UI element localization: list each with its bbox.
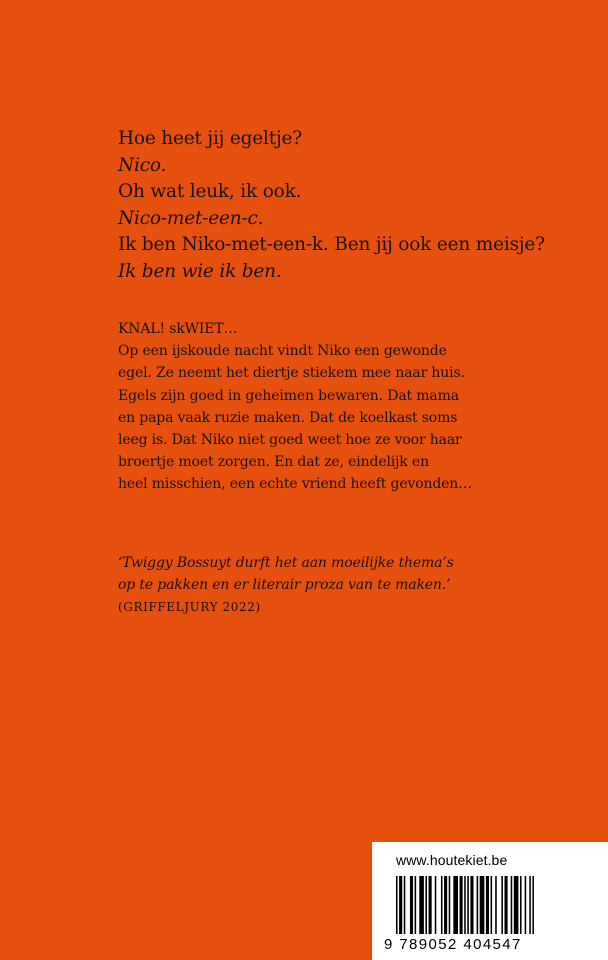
barcode-bar [410,876,413,934]
dialogue-line: Ik ben wie ik ben. [118,260,282,282]
barcode-bar [467,876,469,934]
barcode-bar [453,876,458,934]
barcode-bar [470,876,473,934]
barcode-bar [514,876,519,934]
barcode-panel [372,842,608,960]
barcode-bar [511,876,513,934]
barcode-bar [486,876,489,934]
barcode-bar [495,876,497,934]
quote-attribution: (GRIFFELJURY 2022) [118,600,261,615]
barcode-bar [404,876,406,934]
dialogue-excerpt [118,126,588,285]
blurb-line: Op een ijskoude nacht vindt Niko een gewonde [118,343,447,360]
blurb-line: egel. Ze neemt het diertje stiekem mee naar huis. [118,365,465,382]
barcode-bar [419,876,424,934]
dialogue-line: Nico. [118,154,167,176]
barcode-bar [399,876,402,934]
barcode-bar [491,876,493,934]
quote-line: ‘Twiggy Bossuyt durft het aan moeilijke thema’s [118,555,454,571]
barcode-bar [429,876,432,934]
barcode-bar [505,876,508,934]
barcode-bar [464,876,466,934]
barcode-bar [435,876,437,934]
blurb-line: Egels zijn goed in geheimen bewaren. Dat mama [118,387,459,404]
blurb-line: heel misschien, een echte vriend heeft gevonden… [118,476,473,493]
dialogue-line: Oh wat leuk, ik ook. [118,181,302,202]
dialogue-line: Ik ben Niko-met-een-k. Ben jij ook een meisje? [118,234,545,255]
barcode-bar [425,876,427,934]
barcode-icon [396,876,592,934]
blurb-line: KNAL! skWIET… [118,321,238,337]
barcode-bar [529,876,531,934]
barcode-bar [520,876,522,934]
barcode-bar [532,876,534,934]
blurb-line: en papa vaak ruzie maken. Dat de koelkast soms [118,409,458,426]
barcode-bar [501,876,503,934]
dialogue-line: Nico-met-een-c. [118,207,264,229]
barcode-bar [444,876,447,934]
isbn-number: 9 789052 404547 [384,936,522,953]
quote-line: op te pakken en er literair proza van te maken.’ [118,577,451,594]
dialogue-line: Hoe heet jij egeltje? [118,128,302,149]
publisher-url: www.houtekiet.be [396,852,508,868]
barcode-bar [480,876,485,934]
barcode-bar [415,876,417,934]
blurb-line: leeg is. Dat Niko niet goed weet hoe ze voor haar [118,432,462,449]
barcode-bar [441,876,443,934]
blurb-text [118,318,598,496]
barcode-bar [396,876,398,934]
review-quote [118,552,598,619]
barcode-bar [460,876,463,934]
barcode-bar [477,876,479,934]
blurb-line: broertje moet zorgen. En dat ze, eindelijk en [118,454,429,471]
barcode-bar [525,876,527,934]
barcode-bar [449,876,451,934]
